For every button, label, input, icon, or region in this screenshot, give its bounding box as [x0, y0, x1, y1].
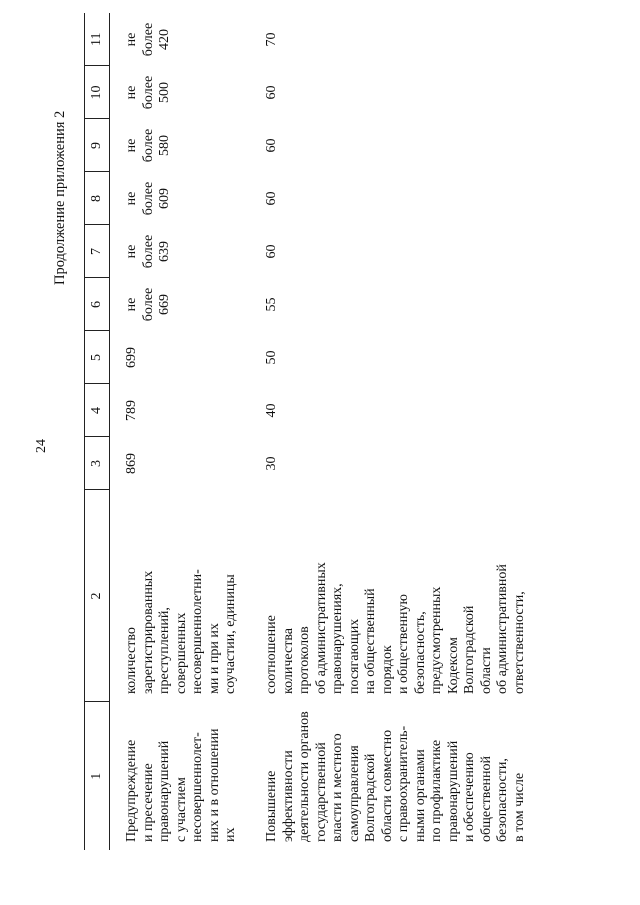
indicator-cell: соотношение количества протоколов об административных правонарушениях, посягающих на общественный порядок и общественную безопасность, предусмотренных Кодексом Волгоградской области об административной ответственности,	[264, 562, 527, 694]
column-header: 10	[85, 66, 110, 119]
value-cell: 60	[264, 85, 279, 100]
value-cell: 40	[264, 403, 279, 418]
value-cell: 789	[124, 400, 139, 421]
continuation-title: Продолжение приложения 2	[52, 110, 68, 285]
column-header: 4	[85, 384, 110, 437]
value-cell: 60	[264, 244, 279, 259]
value-cell: не более 609	[124, 181, 172, 216]
table-row	[110, 13, 255, 850]
value-cell: не более 580	[124, 128, 172, 163]
value-cell: 60	[264, 191, 279, 206]
page-number: 24	[34, 439, 49, 453]
table-row	[254, 13, 528, 850]
value-cell: 869	[124, 453, 139, 474]
value-cell: не более 420	[124, 22, 172, 57]
column-header: 6	[85, 278, 110, 331]
column-header: 5	[85, 331, 110, 384]
activity-cell: Предупреждение и пресечение правонарушений с участием несовершеннолет- них и в отношении их	[124, 728, 238, 842]
column-header: 8	[85, 172, 110, 225]
value-cell: 60	[264, 138, 279, 153]
column-header: 1	[85, 702, 110, 850]
value-cell: 699	[124, 347, 139, 368]
value-cell: 70	[264, 32, 279, 47]
activity-cell: Повышение эффективности деятельности органов государственной власти и местного самоуправления Волгоградской области совместно с правоохранитель- ными органами по профилактике правонарушений и обеспечению общественной безопасности, в том числе	[264, 711, 527, 842]
value-cell: 30	[264, 456, 279, 471]
indicators-table	[84, 13, 528, 850]
value-cell: не более 639	[124, 234, 172, 269]
value-cell: 55	[264, 297, 279, 312]
value-cell: не более 669	[124, 287, 172, 322]
column-header: 2	[85, 490, 110, 702]
column-header: 7	[85, 225, 110, 278]
column-header: 3	[85, 437, 110, 490]
indicator-cell: количество зарегистрированных преступлений, совершенных несовершеннолетни- ми и при их соучастии, единицы	[124, 569, 238, 694]
table-header-row	[85, 13, 110, 850]
column-header: 9	[85, 119, 110, 172]
column-header: 11	[85, 13, 110, 66]
value-cell: 50	[264, 350, 279, 365]
value-cell: не более 500	[124, 75, 172, 110]
